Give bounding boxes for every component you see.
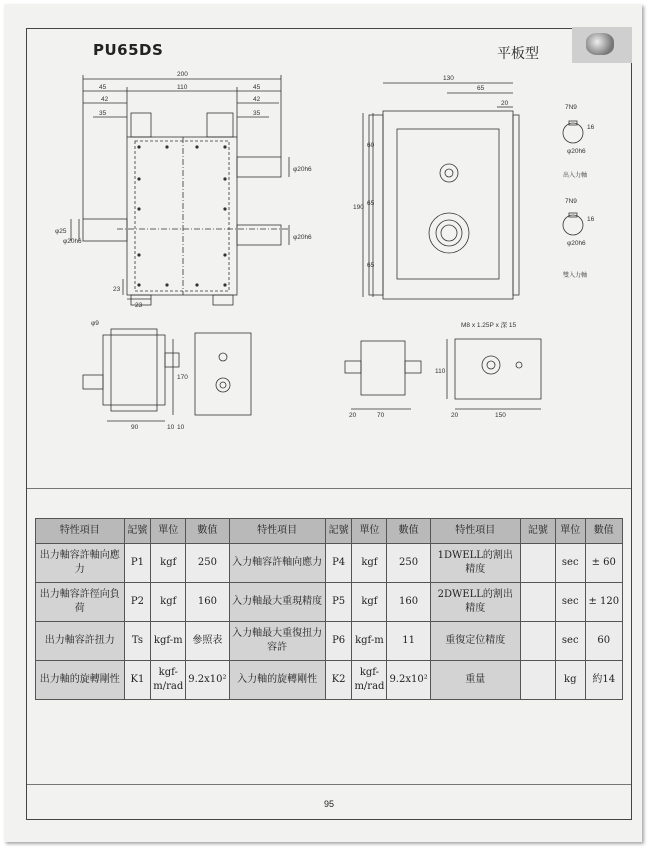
header-cell: 特性項目 [36, 519, 125, 544]
table-cell: 重復定位精度 [430, 622, 520, 661]
table-cell: kgf [352, 544, 387, 583]
type-label: 平板型 [497, 46, 539, 62]
dim-20-right: 20 [451, 412, 459, 419]
dim-shaft-right-bottom: φ20h6 [293, 234, 312, 241]
bottom-mid-body [195, 333, 251, 415]
dim-200: 200 [177, 71, 188, 78]
header-cell: 數值 [585, 519, 622, 544]
shaft2-16: 16 [587, 216, 595, 223]
header-cell: 單位 [555, 519, 585, 544]
table-cell: 1DWELL的割出精度 [430, 544, 520, 583]
section-divider [27, 488, 631, 489]
table-cell: kgf-m/rad [151, 661, 186, 700]
table-cell: 出力軸的旋轉剛性 [36, 661, 125, 700]
table-cell: P1 [124, 544, 151, 583]
page-frame [26, 28, 632, 820]
table-row [36, 583, 623, 622]
table-cell: P4 [325, 544, 352, 583]
dim-42-right: 42 [253, 96, 261, 103]
dim-70: 70 [377, 412, 385, 419]
dim-shaft-left: φ20h6 [63, 238, 82, 245]
table-cell: kgf [352, 583, 387, 622]
header-cell: 特性項目 [229, 519, 325, 544]
table-cell: 11 [387, 622, 430, 661]
shaft2-keyway: 7N9 [565, 198, 577, 205]
table-cell: 160 [186, 583, 229, 622]
dim-190: 190 [353, 204, 364, 211]
dim-phi9: φ9 [91, 320, 99, 327]
front-shaft-left [83, 219, 127, 241]
bottom-right-body-1 [361, 341, 405, 395]
dim-10-b: 10 [177, 424, 185, 431]
table-cell: 約14 [585, 661, 622, 700]
table-cell: 入力軸最大重現精度 [229, 583, 325, 622]
table-cell: 入力軸容許軸向應力 [229, 544, 325, 583]
dim-20: 20 [501, 100, 509, 107]
table-cell: 出力軸容許徑向負荷 [36, 583, 125, 622]
dim-shaft-right-top: φ20h6 [293, 166, 312, 173]
table-cell: 160 [387, 583, 430, 622]
shaft-input-caption: 雙入力軸 [563, 272, 588, 279]
table-cell: sec [555, 622, 585, 661]
table-cell [520, 544, 555, 583]
table-cell: 入力軸的旋轉剛性 [229, 661, 325, 700]
table-cell: P2 [124, 583, 151, 622]
dim-23-horiz: 23 [135, 302, 143, 309]
dim-65-bottom: 65 [367, 262, 375, 269]
header-cell: 記號 [124, 519, 151, 544]
table-cell: sec [555, 583, 585, 622]
dim-45-right: 45 [253, 84, 261, 91]
table-cell: kgf-m [352, 622, 387, 661]
dim-42-left: 42 [101, 96, 109, 103]
model-title: PU65DS [93, 41, 164, 59]
table-row [36, 622, 623, 661]
table-cell: kgf [151, 583, 186, 622]
page-sheet [4, 4, 642, 842]
table-cell: 60 [585, 622, 622, 661]
bottom-right-body-2 [455, 339, 541, 399]
dim-170: 170 [177, 374, 188, 381]
table-cell [520, 661, 555, 700]
table-cell: sec [555, 544, 585, 583]
table-cell: 250 [186, 544, 229, 583]
table-cell: 出力軸容許軸向應力 [36, 544, 125, 583]
spec-table [35, 518, 623, 700]
table-cell: kg [555, 661, 585, 700]
dim-m8-thread: M8 x 1.25P x 深 15 [461, 322, 517, 329]
dim-35-left: 35 [99, 110, 107, 117]
dim-10-a: 10 [167, 424, 175, 431]
front-shaft-right [237, 157, 281, 177]
table-cell: ± 120 [585, 583, 622, 622]
table-header-row [36, 519, 623, 544]
front-body [127, 137, 237, 295]
technical-drawing [27, 29, 631, 489]
table-cell: P5 [325, 583, 352, 622]
table-cell: 250 [387, 544, 430, 583]
table-cell: P6 [325, 622, 352, 661]
table-cell: kgf-m [151, 622, 186, 661]
table-cell: 9.2x10² [186, 661, 229, 700]
header-cell: 單位 [352, 519, 387, 544]
shaft-detail-1 [563, 123, 583, 143]
table-cell: ± 60 [585, 544, 622, 583]
footer-divider [27, 784, 631, 785]
table-cell: 入力軸最大重復扭力容許 [229, 622, 325, 661]
header-cell: 記號 [325, 519, 352, 544]
page-number: 95 [323, 799, 334, 809]
dim-90: 90 [131, 424, 139, 431]
shaft2-dia: φ20h6 [567, 240, 586, 247]
shaft1-dia: φ20h6 [567, 148, 586, 155]
dim-35-right: 35 [253, 110, 261, 117]
dim-65-mid: 65 [367, 200, 375, 207]
dim-20-left: 20 [349, 412, 357, 419]
table-row [36, 661, 623, 700]
header-cell: 記號 [520, 519, 555, 544]
header-cell: 數值 [186, 519, 229, 544]
table-cell: K1 [124, 661, 151, 700]
dim-110: 110 [177, 84, 188, 91]
table-cell [520, 622, 555, 661]
table-cell [520, 583, 555, 622]
bottom-left-body [103, 335, 165, 405]
shaft-output-caption: 出入力軸 [563, 172, 588, 179]
table-cell: 2DWELL的割出精度 [430, 583, 520, 622]
table-cell: 重量 [430, 661, 520, 700]
table-cell: K2 [325, 661, 352, 700]
dim-110: 110 [435, 368, 446, 375]
dim-65-top: 65 [477, 85, 485, 92]
shaft1-keyway: 7N9 [565, 104, 577, 111]
header-cell: 數值 [387, 519, 430, 544]
table-cell: 參照表 [186, 622, 229, 661]
dim-phi25: φ25 [55, 228, 67, 235]
dim-45-left: 45 [99, 84, 107, 91]
table-cell: 9.2x10² [387, 661, 430, 700]
table-cell: Ts [124, 622, 151, 661]
dim-23-vert: 23 [113, 286, 121, 293]
dim-150: 150 [495, 412, 506, 419]
table-cell: kgf [151, 544, 186, 583]
table-cell: 出力軸容許扭力 [36, 622, 125, 661]
dim-130: 130 [443, 75, 454, 82]
dim-60: 60 [367, 142, 375, 149]
side-body [383, 111, 513, 299]
table-cell: kgf-m/rad [352, 661, 387, 700]
shaft1-16: 16 [587, 124, 595, 131]
table-row [36, 544, 623, 583]
header-cell: 單位 [151, 519, 186, 544]
shaft-detail-2 [563, 215, 583, 235]
header-cell: 特性項目 [430, 519, 520, 544]
